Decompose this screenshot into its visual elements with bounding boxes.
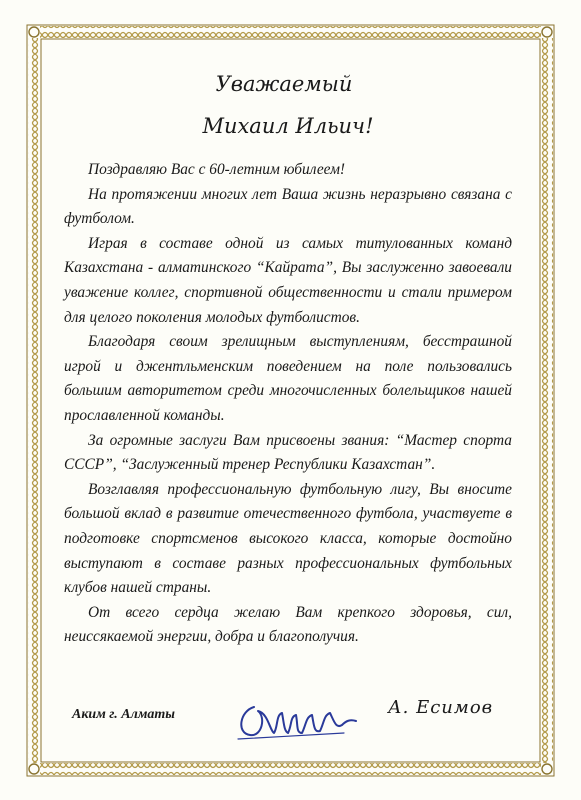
- greeting-line-1: Уважаемый: [215, 72, 353, 96]
- paragraph: Благодаря своим зрелищным выступлениям, бесстрашной игрой и джентльменским поведением на поле пользовались большим авторитетом среди многочисленных болельщиков нашей прославленной команды.: [64, 333, 512, 424]
- greeting-line-2: Михаил Ильич!: [202, 114, 374, 138]
- letter-content: [64, 66, 512, 650]
- paragraph: От всего сердца желаю Вам крепкого здоровья, сил, неиссякаемой энергии, добра и благополучия.: [64, 603, 512, 646]
- paragraph: На протяжении многих лет Ваша жизнь неразрывно связана с футболом.: [64, 185, 512, 228]
- sender-title: Аким г. Алматы: [72, 707, 176, 722]
- paragraph: Возглавляя профессиональную футбольную лигу, Вы вносите большой вклад в развитие отечественного футбола, участвуете в подготовке спортсменов высокого класса, которые достойно выступают в составе разных профессиональных футбольных клубов нашей страны.: [64, 480, 512, 597]
- paragraph: За огромные заслуги Вам присвоены звания: “Мастер спорта СССР”, “Заслуженный тренер Республики Казахстан”.: [64, 431, 512, 474]
- letter-body: [64, 158, 512, 650]
- letter-footer: [0, 697, 581, 757]
- sender-name: А. Есимов: [388, 697, 494, 718]
- paragraph: Поздравляю Вас с 60-летним юбилеем!: [88, 161, 346, 178]
- paragraph: Играя в составе одной из самых титулованных команд Казахстана - алматинского “Кайрата”, Вы заслуженно завоевали уважение коллег, спортивной общественности и стали примером для целого поколения молодых футболистов.: [64, 234, 512, 326]
- handwritten-signature: [232, 697, 362, 745]
